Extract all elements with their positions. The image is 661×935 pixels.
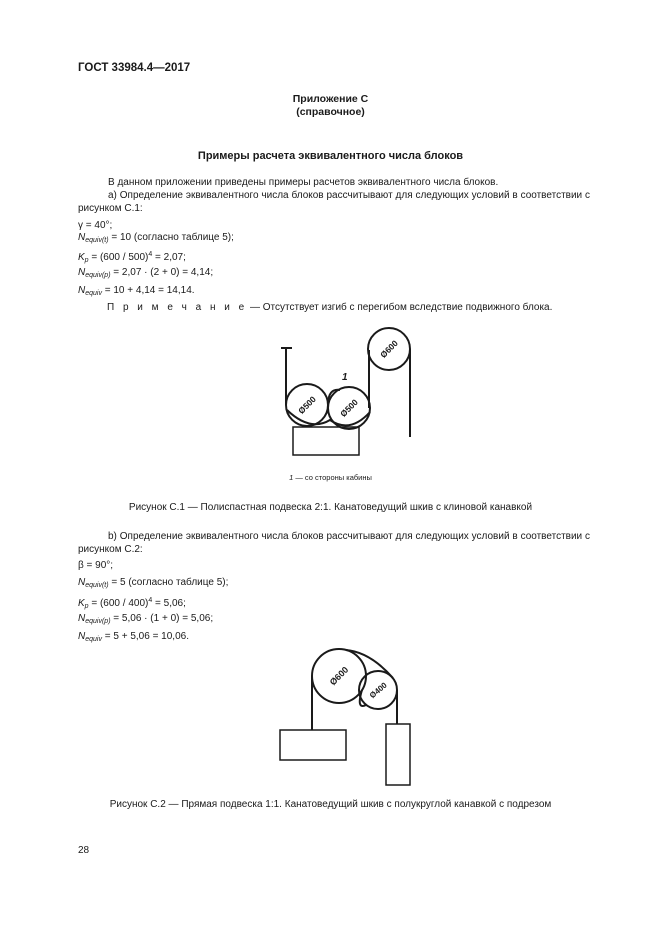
case-a-n-equiv: $N_{equiv} = 10 + 4,14 = 14,14$. — [78, 285, 195, 297]
case-b-angle: β = 90°; — [78, 560, 114, 571]
case-a-angle: γ = 40°; — [78, 220, 113, 231]
fig1-label-500-b: Ø500 — [338, 397, 360, 419]
case-b-paragraph: b) Определение эквивалентного числа блоков рассчитывают для следующих условий в соответствии с рисунком С.2: — [78, 531, 590, 555]
case-b-n-equiv: $N_{equiv} = 5 + 5,06 = 10,06$. — [78, 631, 189, 643]
fig2-label-400: Ø400 — [367, 680, 389, 701]
case-a-n-equiv-p: $N_{equiv(p)} = 2,07 \cdot (2 + 0) = 4,14$; — [78, 267, 214, 279]
section-title: Примеры расчета эквивалентного числа блоков — [197, 150, 464, 162]
appendix-title: Приложение С — [292, 93, 369, 105]
case-a-n-equiv-t: $N_{equiv(t)} = 10$ (согласно таблице 5); — [78, 232, 234, 244]
figure-c2-caption: Рисунок С.2 — Прямая подвеска 1:1. Канатоведущий шкив с полукруглой канавкой с подрезом — [109, 799, 552, 810]
case-a-paragraph: а) Определение эквивалентного числа блоков рассчитывают для следующих условий в соответствии с рисунком С.1: — [78, 190, 590, 214]
case-b-kp: $K_p = (600 / 400)^4 = 5,06$; — [78, 597, 186, 610]
figure-c1-caption: Рисунок С.1 — Полиспастная подвеска 2:1. Канатоведущий шкив с клиновой канавкой — [128, 502, 533, 513]
fig1-label-500-a: Ø500 — [296, 394, 318, 416]
fig1-callout: 1 — [342, 372, 348, 383]
intro-paragraph: В данном приложении приведены примеры расчетов эквивалентного числа блоков. — [108, 177, 499, 188]
page-number: 28 — [78, 845, 90, 856]
case-b-n-equiv-t: $N_{equiv(t)} = 5$ (согласно таблице 5); — [78, 577, 229, 589]
case-a-kp: $K_p = (600 / 500)^4 = 2,07$; — [78, 251, 186, 264]
case-b-n-equiv-p: $N_{equiv(p)} = 5,06 \cdot (1 + 0) = 5,06$; — [78, 613, 214, 625]
document-code: ГОСТ 33984.4—2017 — [78, 62, 191, 74]
fig2-label-600: Ø600 — [327, 664, 351, 688]
fig1-label-600: Ø600 — [378, 338, 400, 360]
appendix-subtitle: (справочное) — [296, 106, 365, 118]
note: П р и м е ч а н и е — Отсутствует изгиб с перегибом вследствие подвижного блока. — [107, 302, 553, 313]
figure-c1-legend: 1 — со стороны кабины — [289, 473, 372, 482]
